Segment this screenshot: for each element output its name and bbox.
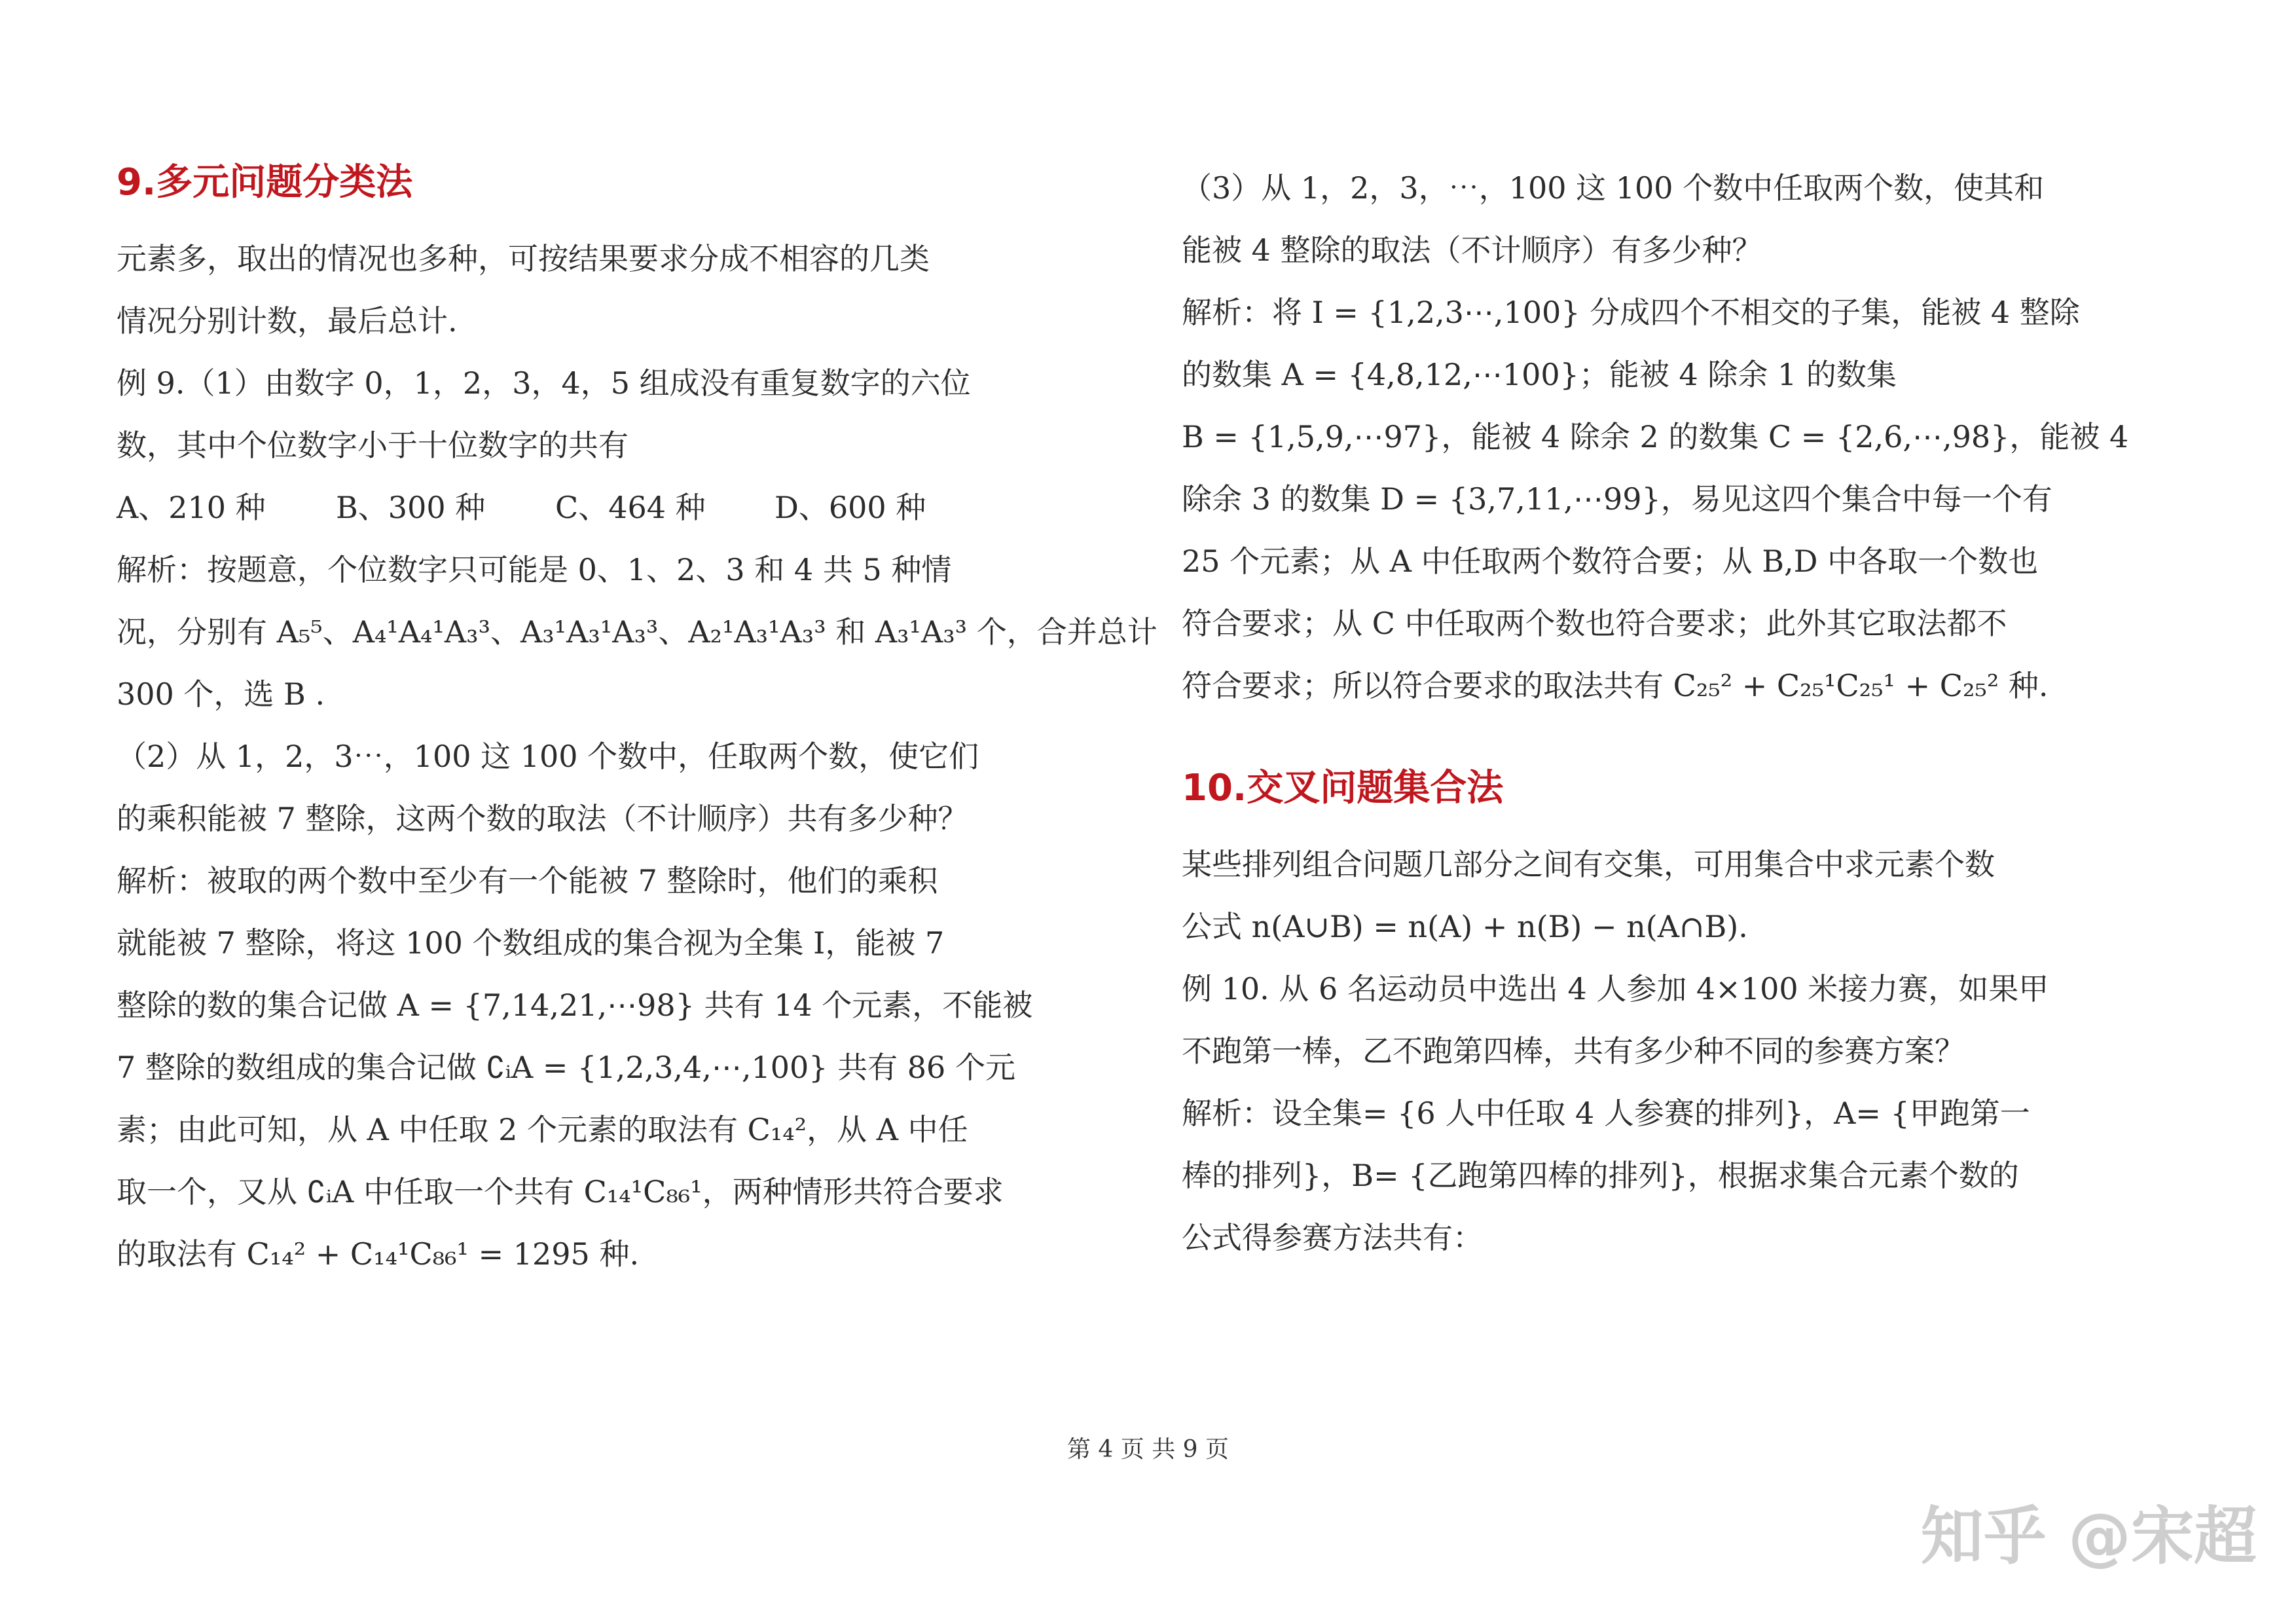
text-line: B = {1,5,9,⋯97}，能被 4 除余 2 的数集 C = {2,6,⋯,98}，能被 4 bbox=[1182, 419, 2129, 454]
text-line: 不跑第一棒，乙不跑第四棒，共有多少种不同的参赛方案？ bbox=[1182, 1033, 1965, 1069]
text-line: 解析：按题意，个位数字只可能是 0、1、2、3 和 4 共 5 种情 bbox=[117, 552, 952, 588]
option-d: D、600 种 bbox=[774, 490, 926, 526]
text-line: 棒的排列}，B= {乙跑第四棒的排列}，根据求集合元素个数的 bbox=[1182, 1158, 2019, 1194]
text-line: 取一个，又从 ∁ᵢA 中任取一个共有 C₁₄¹C₈₆¹，两种情形共符合要求 bbox=[117, 1174, 1004, 1210]
text-line: 25 个元素；从 A 中任取两个数符合要；从 B,D 中各取一个数也 bbox=[1182, 544, 2039, 579]
text-line: 解析：将 I = {1,2,3⋯,100} 分成四个不相交的子集，能被 4 整除 bbox=[1182, 295, 2080, 330]
text-line: 除余 3 的数集 D = {3,7,11,⋯99}，易见这四个集合中每一个有 bbox=[1182, 481, 2052, 517]
text-line: 公式得参赛方法共有： bbox=[1182, 1220, 1483, 1256]
section-10-heading: 10.交叉问题集合法 bbox=[1182, 767, 1504, 809]
section-spacer bbox=[1182, 717, 1954, 763]
text-line: 整除的数的集合记做 A = {7,14,21,⋯98} 共有 14 个元素，不能被 bbox=[117, 987, 1033, 1024]
watermark: 知乎 @宋超 bbox=[1920, 1500, 2257, 1573]
page-number: 第 4 页 共 9 页 bbox=[1066, 1436, 1230, 1463]
text-line: （2）从 1，2，3⋯，100 这 100 个数中，任取两个数，使它们 bbox=[117, 739, 979, 775]
text-line: 符合要求；所以符合要求的取法共有 C₂₅² + C₂₅¹C₂₅¹ + C₂₅² 种. bbox=[1182, 668, 2049, 703]
text-line: 某些排列组合问题几部分之间有交集，可用集合中求元素个数 bbox=[1182, 847, 1995, 883]
text-line: 情况分别计数，最后总计. bbox=[117, 303, 458, 339]
text-line: 解析：被取的两个数中至少有一个能被 7 整除时，他们的乘积 bbox=[117, 863, 938, 899]
text-line: 300 个，选 B . bbox=[117, 676, 325, 712]
text-line: 符合要求；从 C 中任取两个数也符合要求；此外其它取法都不 bbox=[1182, 606, 2007, 641]
text-line: 的乘积能被 7 整除，这两个数的取法（不计顺序）共有多少种？ bbox=[117, 801, 968, 837]
section-9-heading: 9.多元问题分类法 bbox=[117, 161, 413, 204]
option-c: C、464 种 bbox=[555, 490, 706, 526]
text-line: 例 10. 从 6 名运动员中选出 4 人参加 4×100 米接力赛，如果甲 bbox=[1182, 971, 2049, 1007]
text-line: 况，分别有 A₅⁵、A₄¹A₄¹A₃³、A₃¹A₃¹A₃³、A₂¹A₃¹A₃³ 和 A₃¹A₃³ 个，合并总计 bbox=[117, 614, 1157, 650]
text-line: 的取法有 C₁₄² + C₁₄¹C₈₆¹ = 1295 种. bbox=[117, 1236, 640, 1272]
answer-options bbox=[117, 477, 994, 539]
text-line: 解析：设全集= {6 人中任取 4 人参赛的排列}，A= {甲跑第一 bbox=[1182, 1096, 2030, 1132]
text-line: 元素多，取出的情况也多种，可按结果要求分成不相容的几类 bbox=[117, 241, 930, 277]
text-line: 能被 4 整除的取法（不计顺序）有多少种？ bbox=[1182, 232, 1762, 268]
right-column bbox=[1182, 157, 2129, 1269]
text-line: 就能被 7 整除，将这 100 个数组成的集合视为全集 I，能被 7 bbox=[117, 925, 945, 961]
option-a: A、210 种 bbox=[117, 490, 266, 526]
text-line: 公式 n(A∪B) = n(A) + n(B) − n(A∩B). bbox=[1182, 909, 1748, 945]
text-line: 素；由此可知，从 A 中任取 2 个元素的取法有 C₁₄²，从 A 中任 bbox=[117, 1112, 968, 1148]
text-line: 数，其中个位数字小于十位数字的共有 bbox=[117, 428, 629, 464]
text-line: 7 整除的数组成的集合记做 ∁ᵢA = {1,2,3,4,⋯,100} 共有 86 个元 bbox=[117, 1050, 1015, 1086]
text-line: 的数集 A = {4,8,12,⋯100}；能被 4 除余 1 的数集 bbox=[1182, 357, 1897, 392]
text-line: （3）从 1，2，3，⋯，100 这 100 个数中任取两个数，使其和 bbox=[1182, 170, 2045, 206]
left-column bbox=[117, 157, 1157, 1285]
option-b: B、300 种 bbox=[336, 490, 486, 526]
text-line: 例 9.（1）由数字 0，1，2，3，4，5 组成没有重复数字的六位 bbox=[117, 365, 971, 401]
